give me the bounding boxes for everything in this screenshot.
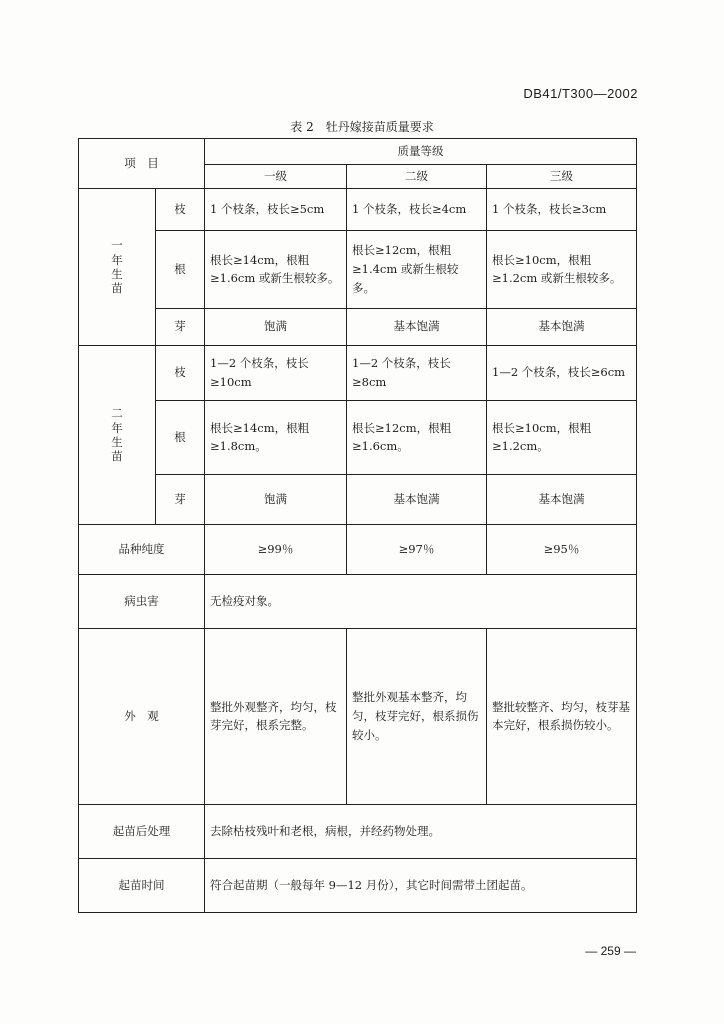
post-lifting-label: 起苗后处理 bbox=[79, 804, 205, 858]
cell: 1—2 个枝条，枝长≥8cm bbox=[347, 345, 487, 400]
cell: 1—2 个枝条，枝长≥10cm bbox=[205, 345, 347, 400]
cell: 基本饱满 bbox=[347, 308, 487, 345]
cell: 整批较整齐、均匀，枝芽基本完好，根系损伤较小。 bbox=[487, 628, 637, 804]
cell: 1 个枝条，枝长≥3cm bbox=[487, 188, 637, 230]
cell: 基本饱满 bbox=[487, 308, 637, 345]
header-row-1 bbox=[79, 139, 637, 165]
attr-branch: 枝 bbox=[156, 345, 205, 400]
table-caption: 表 2 牡丹嫁接苗质量要求 bbox=[290, 120, 434, 134]
cell: 整批外观基本整齐，均匀，枝芽完好，根系损伤较小。 bbox=[347, 628, 487, 804]
lifting-time-value: 符合起苗期（一般每年 9—12 月份），其它时间需带土团起苗。 bbox=[205, 858, 637, 912]
grade-2-header: 二级 bbox=[347, 165, 487, 189]
standard-code: DB41/T300—2002 bbox=[523, 86, 638, 101]
cell: 1—2 个枝条，枝长≥6cm bbox=[487, 345, 637, 400]
lifting-time-label: 起苗时间 bbox=[79, 858, 205, 912]
attr-bud: 芽 bbox=[156, 308, 205, 345]
cell: 基本饱满 bbox=[487, 474, 637, 524]
cell: 整批外观整齐，均匀，枝芽完好，根系完整。 bbox=[205, 628, 347, 804]
attr-root: 根 bbox=[156, 400, 205, 474]
appearance-label: 外 观 bbox=[79, 628, 205, 804]
cell: ≥95％ bbox=[487, 524, 637, 574]
attr-branch: 枝 bbox=[156, 188, 205, 230]
grade-1-header: 一级 bbox=[205, 165, 347, 189]
lifting-time-row bbox=[79, 858, 637, 912]
appearance-row bbox=[79, 628, 637, 804]
page-number: — 259 — bbox=[585, 944, 636, 958]
two-year-seedling-label: 二 年 生 苗 bbox=[79, 345, 156, 524]
variety-purity-label: 品种纯度 bbox=[79, 524, 205, 574]
one-year-root-row bbox=[79, 230, 637, 308]
cell: ≥99％ bbox=[205, 524, 347, 574]
pests-row bbox=[79, 574, 637, 628]
cell: 1 个枝条，枝长≥4cm bbox=[347, 188, 487, 230]
pests-value: 无检疫对象。 bbox=[205, 574, 637, 628]
variety-purity-row bbox=[79, 524, 637, 574]
cell: 饱满 bbox=[205, 308, 347, 345]
two-year-branch-row bbox=[79, 345, 637, 400]
cell: 根长≥10cm，根粗≥1.2cm 或新生根较多。 bbox=[487, 230, 637, 308]
post-lifting-row bbox=[79, 804, 637, 858]
cell: ≥97％ bbox=[347, 524, 487, 574]
cell: 根长≥14cm，根粗≥1.8cm。 bbox=[205, 400, 347, 474]
quality-requirements-table bbox=[78, 138, 637, 913]
cell: 基本饱满 bbox=[347, 474, 487, 524]
attr-bud: 芽 bbox=[156, 474, 205, 524]
grade-group-header: 质量等级 bbox=[205, 139, 637, 165]
pests-label: 病虫害 bbox=[79, 574, 205, 628]
cell: 根长≥12cm，根粗≥1.6cm。 bbox=[347, 400, 487, 474]
cell: 根长≥10cm，根粗≥1.2cm。 bbox=[487, 400, 637, 474]
cell: 1 个枝条，枝长≥5cm bbox=[205, 188, 347, 230]
post-lifting-value: 去除枯枝残叶和老根，病根，并经药物处理。 bbox=[205, 804, 637, 858]
item-header: 项 目 bbox=[79, 139, 205, 189]
one-year-branch-row bbox=[79, 188, 637, 230]
grade-3-header: 三级 bbox=[487, 165, 637, 189]
two-year-bud-row bbox=[79, 474, 637, 524]
cell: 根长≥14cm，根粗≥1.6cm 或新生根较多。 bbox=[205, 230, 347, 308]
attr-root: 根 bbox=[156, 230, 205, 308]
cell: 根长≥12cm，根粗≥1.4cm 或新生根较多。 bbox=[347, 230, 487, 308]
one-year-seedling-label: 一 年 生 苗 bbox=[79, 188, 156, 345]
cell: 饱满 bbox=[205, 474, 347, 524]
two-year-root-row bbox=[79, 400, 637, 474]
one-year-bud-row bbox=[79, 308, 637, 345]
